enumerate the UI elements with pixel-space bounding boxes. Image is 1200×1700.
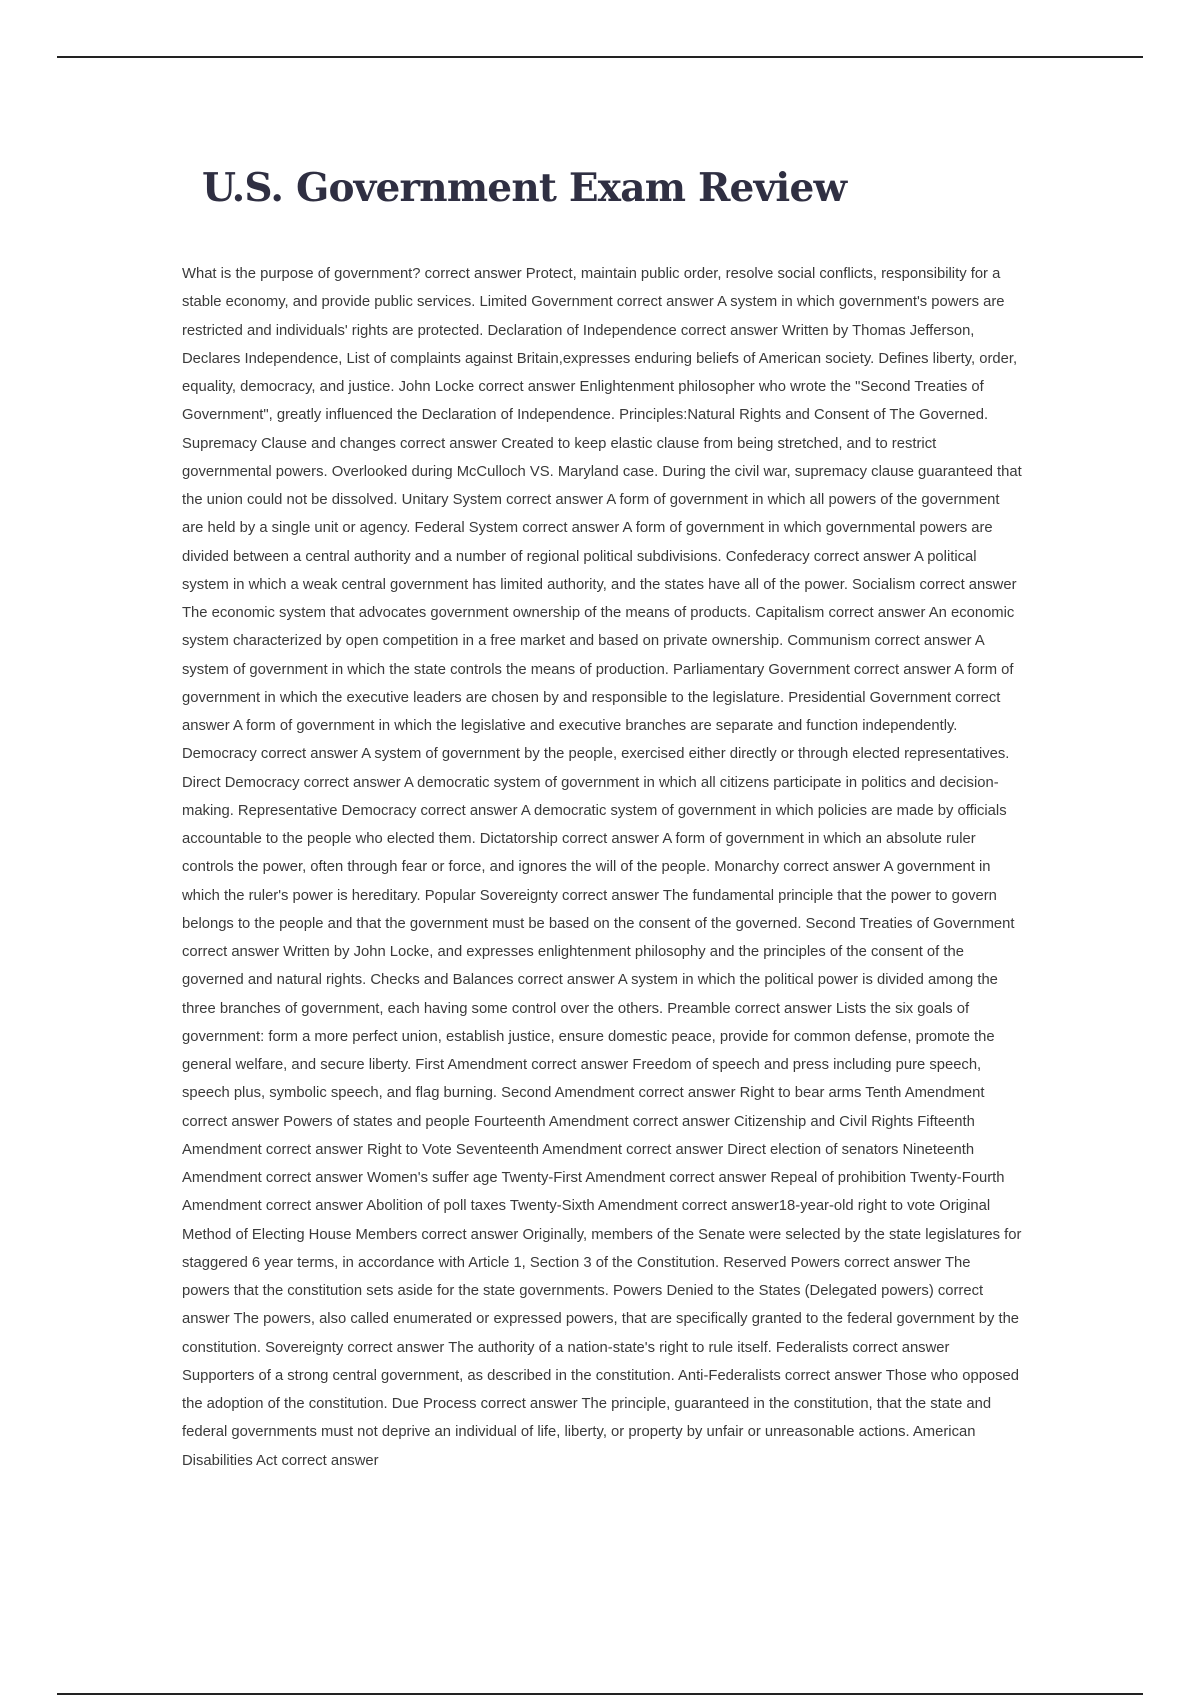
document-title: U.S. Government Exam Review — [202, 165, 847, 211]
document-body-text: What is the purpose of government? correct answer Protect, maintain public order, resolve social conflicts, responsibility for a stable economy, and provide public services. Limited Government correct answer A system in which government's powers are restricted and individuals' rights are protected. Declaration of Independence correct answer Written by Thomas Jefferson, Declares Independence, List of complaints against Britain,expresses enduring beliefs of American society. Defines liberty, order, equality, democracy, and justice. John Locke correct answer Enlightenment philosopher who wrote the "Second Treaties of Government", greatly influenced the Declaration of Independence. Principles:Natural Rights and Consent of The Governed. Supremacy Clause and changes correct answer Created to keep elastic clause from being stretched, and to restrict governmental powers. Overlooked during McCulloch VS. Maryland case. During the civil war, supremacy clause guaranteed that the union could not be dissolved. Unitary System correct answer A form of government in which all powers of the government are held by a single unit or agency. Federal System correct answer A form of government in which governmental powers are divided between a central authority and a number of regional political subdivisions. Confederacy correct answer A political system in which a weak central government has limited authority, and the states have all of the power. Socialism correct answer The economic system that advocates government ownership of the means of products. Capitalism correct answer An economic system characterized by open competition in a free market and based on private ownership. Communism correct answer A system of government in which the state controls the means of production. Parliamentary Government correct answer A form of government in which the executive leaders are chosen by and responsible to the legislature. Presidential Government correct answer A form of government in which the legislative and executive branches are separate and function independently. Democracy correct answer A system of government by the people, exercised either directly or through elected representatives. Direct Democracy correct answer A democratic system of government in which all citizens participate in politics and decision-making. Representative Democracy correct answer A democratic system of government in which policies are made by officials accountable to the people who elected them. Dictatorship correct answer A form of government in which an absolute ruler controls the power, often through fear or force, and ignores the will of the people. Monarchy correct answer A government in which the ruler's power is hereditary. Popular Sovereignty correct answer The fundamental principle that the power to govern belongs to the people and that the government must be based on the consent of the governed. Second Treaties of Government correct answer Written by John Locke, and expresses enlightenment philosophy and the principles of the consent of the governed and natural rights. Checks and Balances correct answer A system in which the political power is divided among the three branches of government, each having some control over the others. Preamble correct answer Lists the six goals of government: form a more perfect union, establish justice, ensure domestic peace, provide for common defense, promote the general welfare, and secure liberty. First Amendment correct answer Freedom of speech and press including pure speech, speech plus, symbolic speech, and flag burning. Second Amendment correct answer Right to bear arms Tenth Amendment correct answer Powers of states and people Fourteenth Amendment correct answer Citizenship and Civil Rights Fifteenth Amendment correct answer Right to Vote Seventeenth Amendment correct answer Direct election of senators Nineteenth Amendment correct answer Women's suffer age Twenty-First Amendment correct answer Repeal of prohibition Twenty-Fourth Amendment correct answer Abolition of poll taxes Twenty-Sixth Amendment correct answer18-year-old right to vote Original Method of Electing House Members correct answer Originally, members of the Senate were selected by the state legislatures for staggered 6 year terms, in accordance with Article 1, Section 3 of the Constitution. Reserved Powers correct answer The powers that the constitution sets aside for the state governments. Powers Denied to the States (Delegated powers) correct answer The powers, also called enumerated or expressed powers, that are specifically granted to the federal government by the constitution. Sovereignty correct answer The authority of a nation-state's right to rule itself. Federalists correct answer Supporters of a strong central government, as described in the constitution. Anti-Federalists correct answer Those who opposed the adoption of the constitution. Due Process correct answer The principle, guaranteed in the constitution, that the state and federal governments must not deprive an individual of life, liberty, or property by unfair or unreasonable actions. American Disabilities Act correct answer — [182, 266, 1022, 1469]
top-divider — [57, 56, 1143, 58]
bottom-divider — [57, 1693, 1143, 1695]
